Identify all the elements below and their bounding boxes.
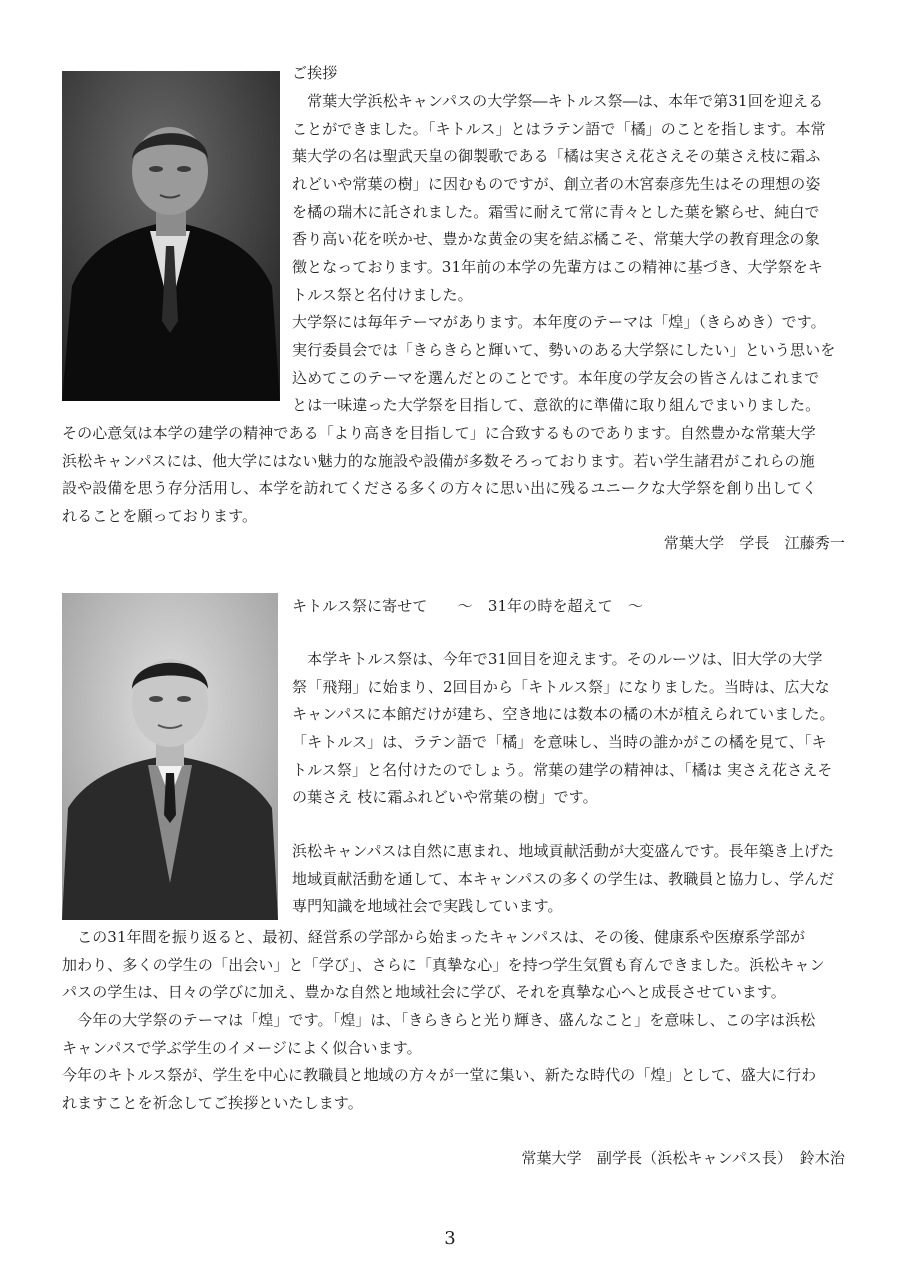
- greeting1-heading: ご挨拶: [292, 64, 338, 82]
- greeting1-line: トルス祭と名付けました。: [292, 286, 473, 304]
- greeting1-wide-line: れることを願っております。: [62, 507, 258, 525]
- vice-president-photo: [62, 593, 278, 920]
- greeting1-line: 徴となっております。31年前の本学の先輩方はこの精神に基づき、大学祭をキ: [292, 258, 823, 276]
- greeting2-wide-line: れますことを祈念してご挨拶といたします。: [62, 1094, 363, 1112]
- greeting1-line: を橘の瑞木に託されました。霜雪に耐えて常に青々とした葉を繁らせ、純白で: [292, 203, 820, 221]
- greeting1-signature: 常葉大学 学長 江藤秀一: [663, 534, 845, 552]
- greeting2-line: 浜松キャンパスは自然に恵まれ、地域貢献活動が大変盛んです。長年築き上げた: [292, 842, 835, 860]
- greeting1-line: とは一味違った大学祭を目指して、意欲的に準備に取り組んでまいりました。: [292, 396, 821, 414]
- greeting1-line: 込めてこのテーマを選んだとのことです。本年度の学友会の皆さんはこれまで: [292, 369, 820, 387]
- greeting2-signature: 常葉大学 副学長（浜松キャンパス長） 鈴木治: [521, 1149, 845, 1167]
- greeting2-wide-line: 今年の大学祭のテーマは「煌」です。「煌」は、「きらきらと光り輝き、盛んなこと」を意味し、この字は浜松: [62, 1011, 816, 1029]
- greeting2-wide-line: この31年間を振り返ると、最初、経営系の学部から始まったキャンパスは、その後、健康系や医療系学部が: [62, 928, 806, 946]
- greeting1-wide-line: その心意気は本学の建学の精神である「より高きを目指して」に合致するものであります。自然豊かな常葉大学: [62, 424, 816, 442]
- greeting2-heading: キトルス祭に寄せて ～ 31年の時を超えて ～: [292, 597, 644, 615]
- greeting1-line: 葉大学の名は聖武天皇の御製歌である「橘は実さえ花さえその葉さえ枝に霜ふ: [292, 147, 821, 165]
- greeting1-line: れどいや常葉の樹」に因むものですが、創立者の木宮泰彦先生はその理想の姿: [292, 175, 821, 193]
- greeting2-wide-line: 加わり、多くの学生の「出会い」と「学び」、さらに「真摯な心」を持つ学生気質も育んできました。浜松キャン: [62, 956, 825, 974]
- page-number: 3: [444, 1228, 456, 1249]
- greeting2-line: 祭「飛翔」に始まり、2回目から「キトルス祭」になりました。当時は、広大な: [292, 678, 830, 696]
- greeting2-line: 地域貢献活動を通して、本キャンパスの多くの学生は、教職員と協力し、学んだ: [292, 870, 835, 888]
- president-photo: [62, 71, 280, 401]
- greeting1-wide-line: 浜松キャンパスには、他大学にはない魅力的な施設や設備が多数そろっております。若い学生諸君がこれらの施: [62, 452, 815, 470]
- greeting2-wide-line: 今年のキトルス祭が、学生を中心に教職員と地域の方々が一堂に集い、新たな時代の「煌」として、盛大に行わ: [62, 1066, 817, 1084]
- greeting1-line: 常葉大学浜松キャンパスの大学祭―キトルス祭―は、本年で第31回を迎える: [292, 92, 824, 110]
- greeting1-line: 香り高い花を咲かせ、豊かな黄金の実を結ぶ橘こそ、常葉大学の教育理念の象: [292, 230, 820, 248]
- greeting2-wide-line: パスの学生は、日々の学びに加え、豊かな自然と地域社会に学び、それを真摯な心へと成長させています。: [62, 983, 786, 1001]
- greeting2-line: キャンパスに本館だけが建ち、空き地には数本の橘の木が植えられていました。: [292, 705, 835, 723]
- greeting1-line: ことができました。「キトルス」とはラテン語で「橘」のことを指します。本常: [292, 120, 826, 138]
- greeting2-line: トルス祭」と名付けたのでしょう。常葉の建学の精神は、「橘は 実さえ花さえそ: [292, 761, 833, 779]
- greeting2-line: 「キトルス」は、ラテン語で「橘」を意味し、当時の誰かがこの橘を見て、「キ: [292, 733, 827, 751]
- greeting1-wide-line: 設や設備を思う存分活用し、本学を訪れてくださる多くの方々に思い出に残るユニークな大学祭を創り出してく: [62, 479, 818, 497]
- greeting2-line: 本学キトルス祭は、今年で31回目を迎えます。そのルーツは、旧大学の大学: [292, 650, 823, 668]
- greeting1-line: 大学祭には毎年テーマがあります。本年度のテーマは「煌」（きらめき）です。: [292, 313, 826, 331]
- greeting1-line: 実行委員会では「きらきらと輝いて、勢いのある大学祭にしたい」という思いを: [292, 341, 836, 359]
- greeting2-line: の葉さえ 枝に霜ふれどいや常葉の樹」です。: [292, 788, 598, 806]
- greeting2-wide-line: キャンパスで学ぶ学生のイメージによく似合います。: [62, 1039, 422, 1057]
- greeting2-line: 専門知識を地域社会で実践しています。: [292, 897, 563, 915]
